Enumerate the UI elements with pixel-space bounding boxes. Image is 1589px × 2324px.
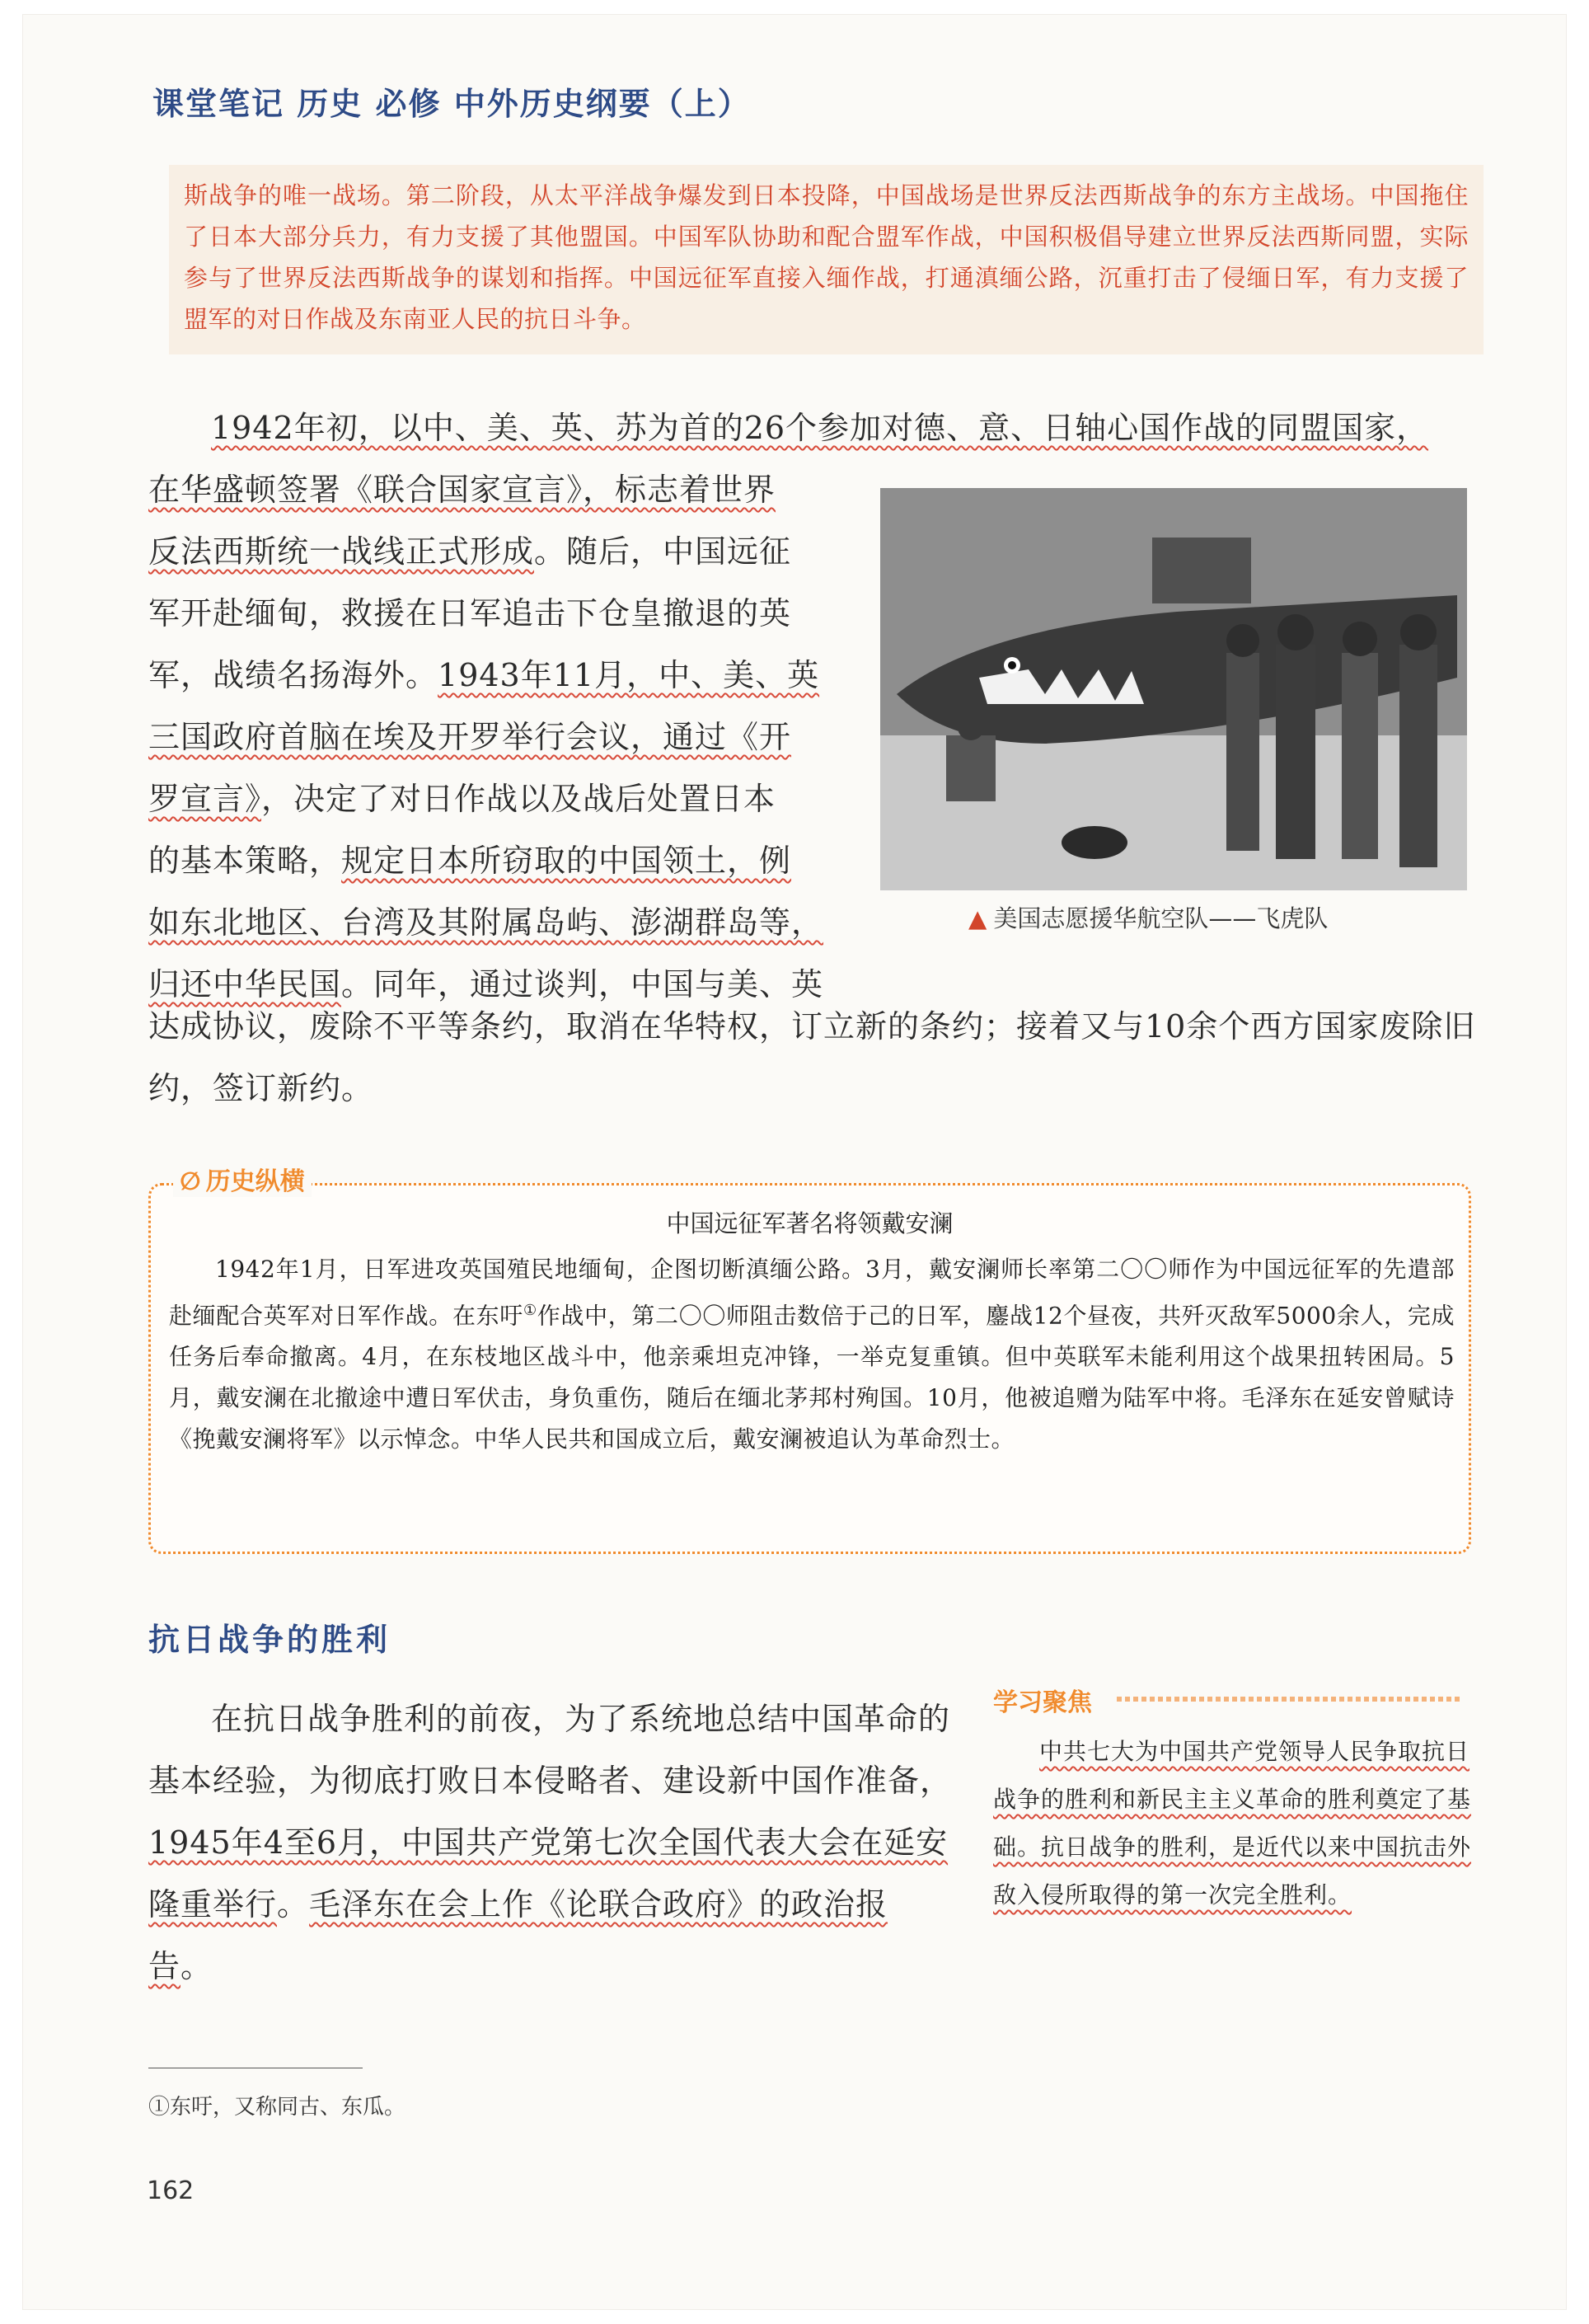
paragraph-line: 军开赴缅甸，救援在日军追击下仓皇撤退的英 bbox=[148, 595, 792, 631]
note-text: 斯战争的唯一战场。第二阶段，从太平洋战争爆发到日本投降，中国战场是世界反法西斯战争的东方主战场。中国拖住了日本大部分兵力，有力支援了其他盟国。中国军队协助和配合盟军作战，中国积极倡导建立世界反法西斯同盟，实际参与了世界反法西斯战争的谋划和指挥。中国远征军直接入缅作战，打通滇缅公路，沉重打击了侵缅日军，有力支援了盟军的对日作战及东南亚人民的抗日斗争。 bbox=[184, 181, 1469, 333]
note-box bbox=[169, 165, 1484, 354]
paragraph-line: 如东北地区、台湾及其附属岛屿、澎湖群岛等， bbox=[148, 904, 824, 941]
history-text-part2: 作战中，第二〇〇师阻击数倍于己的日军，鏖战12个昼夜，共歼灭敌军5000余人，完成任务后奉命撤离。4月，在东枝地区战斗中，他亲乘坦克冲锋，一举克复重镇。但中英联军未能利用这个战果扭转困局。5月，戴安澜在北撤途中遭日军伏击，身负重伤，随后在缅北茅邦村殉国。10月，他被追赠为陆军中将。毛泽东在延安曾赋诗《挽戴安澜将军》以示悼念。中华人民共和国成立后，戴安澜被追认为革命烈士。 bbox=[169, 1302, 1455, 1453]
paragraph-seventh-congress: 在抗日战争胜利的前夜，为了系统地总结中国革命的基本经验，为彻底打败日本侵略者、建设新中国作准备，1945年4至6月，中国共产党第七次全国代表大会在延安隆重举行。毛泽东在会上作《论联合政府》的政治报告。 bbox=[148, 1701, 953, 1984]
flying-tigers-photo bbox=[880, 488, 1467, 890]
paragraph-line: 军，战绩名扬海外。1943年11月，中、美、英 bbox=[148, 657, 820, 693]
footnote-marker: ① bbox=[523, 1302, 537, 1319]
triangle-marker-icon: ▲ bbox=[968, 904, 987, 932]
section-heading: 抗日战争的胜利 bbox=[148, 1622, 391, 1658]
page-number: 162 bbox=[147, 2176, 195, 2205]
paragraph-line: 在华盛顿签署《联合国家宣言》，标志着世界 bbox=[148, 472, 776, 508]
running-header: 课堂笔记 历史 必修 中外历史纲要（上） bbox=[152, 86, 751, 122]
paragraph-line: 三国政府首脑在埃及开罗举行会议，通过《开 bbox=[148, 719, 792, 755]
paragraph-un-declaration bbox=[148, 459, 845, 1016]
history-sidebar-body bbox=[169, 1249, 1455, 1460]
study-focus-divider bbox=[1117, 1697, 1463, 1702]
slashed-circle-icon: ∅ bbox=[180, 1167, 201, 1196]
paragraph-line: 的基本策略，规定日本所窃取的中国领土，例 bbox=[148, 843, 792, 879]
paragraph-line: 反法西斯统一战线正式形成。随后，中国远征 bbox=[148, 533, 792, 570]
history-sidebar-tag bbox=[173, 1161, 312, 1197]
photo-caption bbox=[968, 900, 1328, 934]
footnote: ①东吁，又称同古、东瓜。 bbox=[148, 2095, 406, 2120]
paragraph-continuation: 达成协议，废除不平等条约，取消在华特权，订立新的条约；接着又与10余个西方国家废除旧约，签订新约。 bbox=[148, 1008, 1476, 1106]
history-tag-label: 历史纵横 bbox=[205, 1167, 305, 1196]
paragraph-line: 罗宣言》，决定了对日作战以及战后处置日本 bbox=[148, 781, 776, 817]
study-focus-text: 中共七大为中国共产党领导人民争取抗日战争的胜利和新民主主义革命的胜利奠定了基础。抗日战争的胜利，是近代以来中国抗击外敌入侵所取得的第一次完全胜利。 bbox=[993, 1738, 1472, 1908]
history-text-part1: 1942年1月，日军进攻英国殖民地缅甸，企图切断滇缅公路。3月，戴安澜师长率第二〇〇师作为中国远征军的先遣部赴缅配合英军对日军作战。在东吁 bbox=[169, 1256, 1455, 1330]
study-focus-tag: 学习聚焦 bbox=[993, 1688, 1092, 1717]
caption-text: 美国志愿援华航空队——飞虎队 bbox=[993, 904, 1329, 932]
history-sidebar-title: 中国远征军著名将领戴安澜 bbox=[666, 1209, 954, 1237]
paragraph-line: 1942年初，以中、美、英、苏为首的26个参加对德、意、日轴心国作战的同盟国家， bbox=[211, 410, 1429, 446]
paragraph-line: 归还中华民国。同年，通过谈判，中国与美、英 bbox=[148, 966, 824, 1002]
photo-illustration bbox=[880, 488, 1467, 890]
paragraph-un-declaration-line1 bbox=[148, 397, 1484, 459]
